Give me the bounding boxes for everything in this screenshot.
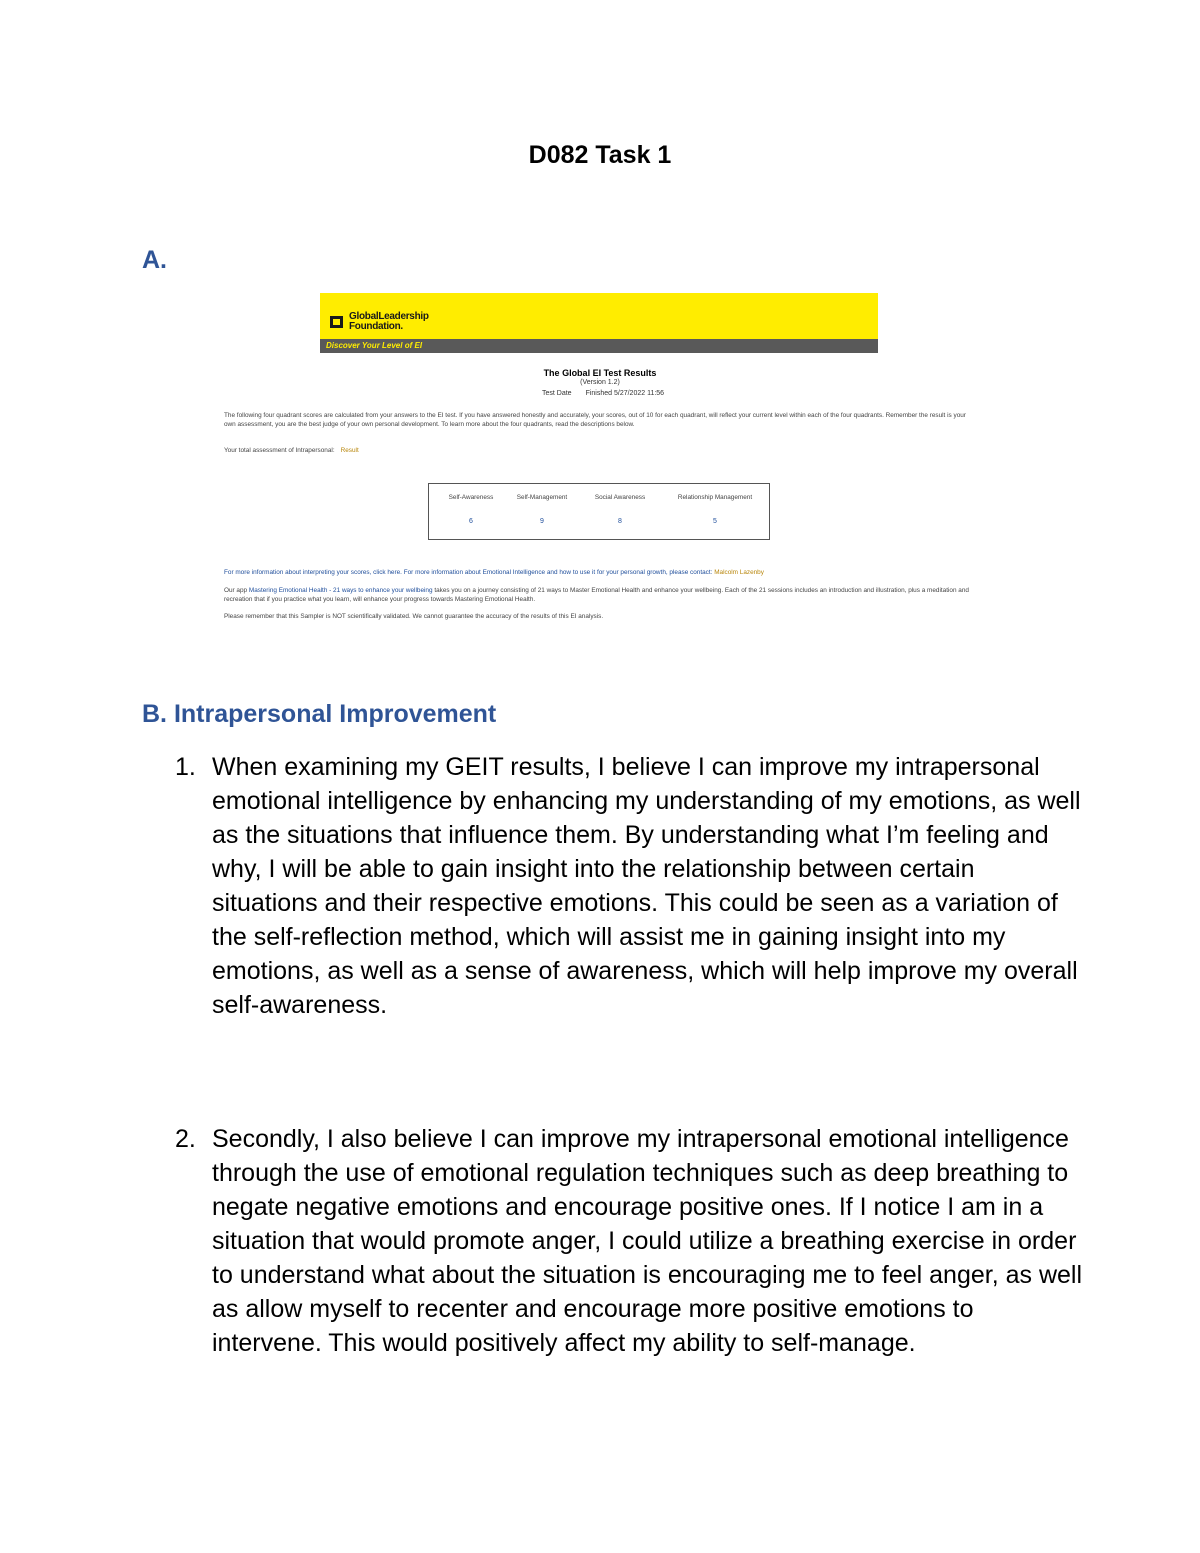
more-info-line: For more information about interpreting your scores, click here. For more information about Emotional Intelligence and how to use it for your personal growth, please contact: Malcolm Lazenby (224, 569, 764, 576)
total-label: Your total assessment of Intrapersonal: (224, 447, 335, 454)
list-item-text: When examining my GEIT results, I believe I can improve my intrapersonal emotional intelligence by enhancing my understanding of my emotions, as well as the situations that influence them. By understanding what I’m feeling and why, I will be able to gain insight into the relationship between certain situations and their respective emotions. This could be seen as a variation of the self-reflection method, which will assist me in gaining insight into my emotions, as well as a sense of awareness, which will help improve my overall self-awareness. (212, 753, 1081, 1019)
results-intro-paragraph: The following four quadrant scores are calculated from your answers to the EI test. If you have answered honestly and accurately, your scores, out of 10 for each quadrant, will reflect your current level within each of the four quadrants. Remember the result is your own assessment, you are the best judge of your own personal development. To learn more about the four quadrants, read the descriptions below. (224, 412, 966, 428)
disclaimer: Please remember that this Sampler is NOT scientifically validated. We cannot guarantee the accuracy of the results of this EI analysis. (224, 613, 604, 620)
logo-text: GlobalLeadership Foundation. (349, 311, 429, 332)
ei-results-screenshot (224, 293, 969, 628)
quadrant-scores-table: Self-Awareness 6 Self-Management 9 Social Awareness 8 Relationship Management 5 (428, 483, 770, 540)
section-b-heading: B. Intrapersonal Improvement (142, 700, 497, 728)
results-version: (Version 1.2) (580, 379, 620, 386)
banner-tagline: Discover Your Level of EI (320, 339, 878, 353)
list-item-text: Secondly, I also believe I can improve my intrapersonal emotional intelligence through the use of emotional regulation techniques such as deep breathing to negate negative emotions and encourage positive ones. If I notice I am in a situation that would promote anger, I could utilize a breathing exercise in order to understand what about the situation is encouraging me to feel anger, as well as allow myself to recenter and encourage more positive emotions to intervene. This would positively affect my ability to self-manage. (212, 1125, 1083, 1357)
results-title: The Global EI Test Results (543, 368, 657, 378)
list-item-number: 2. (175, 1125, 196, 1153)
results-banner (320, 293, 878, 353)
document-title: D082 Task 1 (528, 141, 672, 169)
test-date-value: Finished 5/27/2022 11:56 (585, 390, 665, 397)
app-link[interactable]: Mastering Emotional Health - 21 ways to enhance your wellbeing (248, 587, 433, 594)
list-item-number: 1. (175, 753, 196, 781)
test-date (542, 390, 664, 397)
section-a-heading: A. (142, 246, 167, 274)
contact-link[interactable]: Malcolm Lazenby (714, 569, 764, 576)
logo-icon (330, 316, 343, 328)
total-assessment (224, 447, 359, 454)
app-paragraph: Our app Mastering Emotional Health - 21 ways to enhance your wellbeing takes you on a journey consisting of 21 ways to Master Emotional Health and enhance your wellbeing. Each of the 21 sessions includes an introduction and illustration, plus a meditation and recreation that if you practice what you learn, will enhance your progress towards Mastering Emotional Health. (224, 587, 969, 603)
total-value: Result (340, 447, 359, 454)
test-date-label: Test Date (542, 390, 572, 397)
